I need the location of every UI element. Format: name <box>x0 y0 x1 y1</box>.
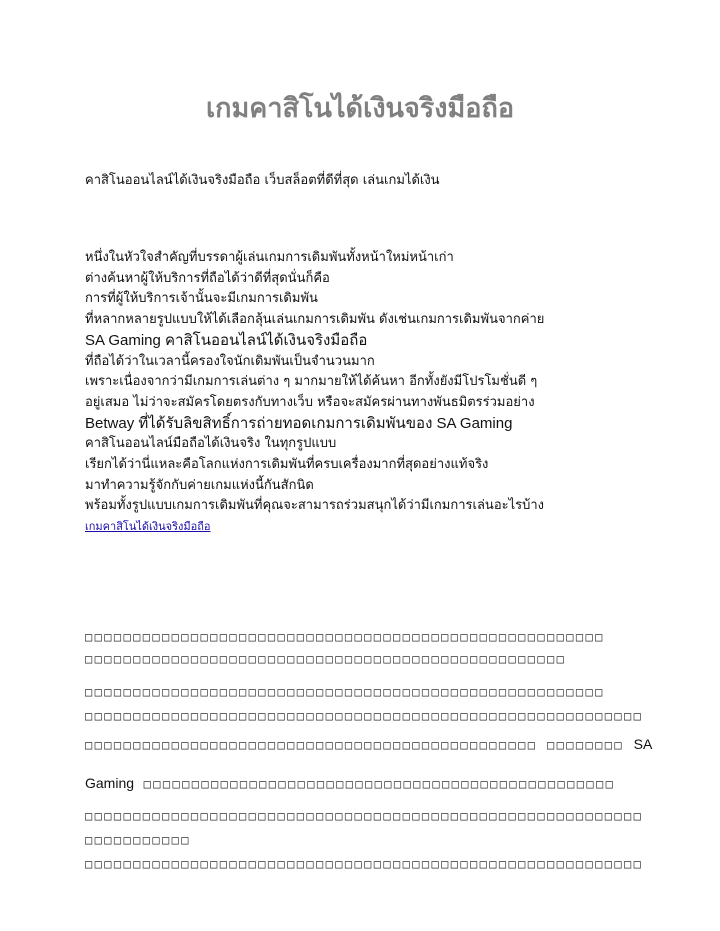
garbled-line: □□□□□□□□□□□□□□□□□□□□□□□□□□□□□□□□□□□□□□□□□□□□□□□□□□□□□□ <box>85 630 605 644</box>
garbled-line: □□□□□□□□□□□□□□□□□□□□□□□□□□□□□□□□□□□□□□□□□□□□□□□□□□□□□□□□□□ <box>85 857 644 871</box>
garbled-paragraph-2 <box>85 680 653 876</box>
body-line: เรียกได้ว่านี่แหละคือโลกแห่งการเดิมพันที่ครบเครื่องมากที่สุดอย่างแท้จริง <box>85 457 489 473</box>
body-line: อยู่เสมอ ไม่ว่าจะสมัครโดยตรงกับทางเว็บ หรือจะสมัครผ่านทางพันธมิตรร่วมอย่าง <box>85 394 535 410</box>
garbled-line: □□□□□□□□□□□ <box>85 833 191 847</box>
body-line: SA Gaming คาสิโนออนไลน์ได้เงินจริงมือถือ <box>85 331 368 349</box>
body-line: Betway ที่ได้รับลิขสิทธิ์การถ่ายทอดเกมการเดิมพันของ SA Gaming <box>85 414 513 432</box>
body-line: พร้อมทั้งรูปแบบเกมการเดิมพันที่คุณจะสามารถร่วมสนุกได้ว่ามีเกมการเล่นอะไรบ้าง <box>85 498 545 514</box>
body-line: ที่หลากหลายรูปแบบให้ได้เลือกลุ้นเล่นเกมการเดิมพัน ดังเช่นเกมการเดิมพันจากค่าย <box>85 312 545 328</box>
garbled-text: □□□□□□□□□□□□□□□□□□□□□□□□□□□□□□□□□□□□□□□□□□□□□□□ □□□□□□□□ <box>85 738 624 752</box>
body-line: ต่างค้นหาผู้ให้บริการที่ถือได้ว่าดีที่สุดนั่นก็คือ <box>85 270 330 286</box>
body-paragraph <box>85 248 645 538</box>
garbled-line: □□□□□□□□□□□□□□□□□□□□□□□□□□□□□□□□□□□□□□□□□□□□□□□□□□□□□□□□□□ <box>85 809 644 823</box>
body-line: ที่ถือได้ว่าในเวลานี้ครองใจนักเดิมพันเป็นจำนวนมาก <box>85 353 375 369</box>
garbled-sa-text: SA <box>633 736 653 752</box>
garbled-line: □□□□□□□□□□□□□□□□□□□□□□□□□□□□□□□□□□□□□□□□□□□□□□□□□□ <box>85 652 567 666</box>
body-line: เพราะเนื่องจากว่ามีเกมการเล่นต่าง ๆ มากมายให้ได้ค้นหา อีกทั้งยังมีโปรโมชั่นดี ๆ <box>85 374 538 390</box>
document-subtitle: คาสิโนออนไลน์ได้เงินจริงมือถือ เว็บสล็อตที่ดีที่สุด เล่นเกมได้เงิน <box>85 173 440 188</box>
body-line: มาทำความรู้จักกับค่ายเกมแห่งนี้กันสักนิด <box>85 477 314 493</box>
body-line: การที่ผู้ให้บริการเจ้านั้นจะมีเกมการเดิมพัน <box>85 291 318 307</box>
garbled-line <box>85 771 645 796</box>
garbled-text: □□□□□□□□□□□□□□□□□□□□□□□□□□□□□□□□□□□□□□□□□□□□□□□□□ <box>143 777 616 791</box>
garbled-gaming-text: Gaming <box>85 775 135 791</box>
garbled-line: □□□□□□□□□□□□□□□□□□□□□□□□□□□□□□□□□□□□□□□□□□□□□□□□□□□□□□□□□□ <box>85 709 644 723</box>
document-title: เกมคาสิโนได้เงินจริงมือถือ <box>205 93 515 124</box>
garbled-line <box>85 732 653 757</box>
body-line: หนึ่งในหัวใจสำคัญที่บรรดาผู้เล่นเกมการเดิมพันทั้งหน้าใหม่หน้าเก่า <box>85 250 454 265</box>
body-line: คาสิโนออนไลน์มือถือได้เงินจริง ในทุกรูปแบบ <box>85 436 337 452</box>
garbled-line: □□□□□□□□□□□□□□□□□□□□□□□□□□□□□□□□□□□□□□□□□□□□□□□□□□□□□□ <box>85 685 605 699</box>
garbled-paragraph-1 <box>85 626 645 670</box>
article-link[interactable]: เกมคาสิโนได้เงินจริงมือถือ <box>85 520 211 534</box>
